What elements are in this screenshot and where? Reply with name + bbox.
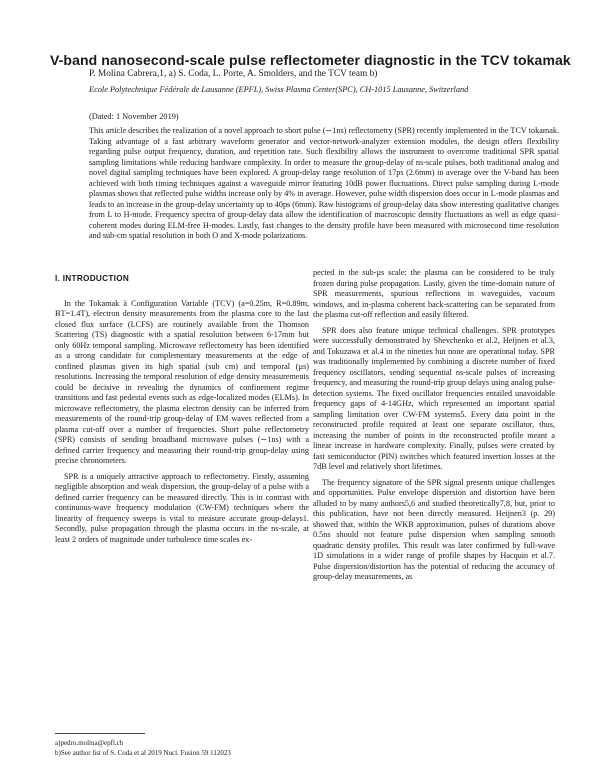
footnotes — [55, 738, 309, 758]
section-heading: I. INTRODUCTION — [55, 274, 130, 283]
author-list: P. Molina Cabrera,1, a) S. Coda, L. Porte, A. Smolders, and the TCV team b) — [89, 69, 378, 79]
footnote-email: a)pedro.molina@epfl.ch — [55, 739, 124, 747]
left-column — [55, 274, 309, 545]
affiliation: Ecole Polytechnique Fédérale de Lausanne (EPFL), Swiss Plasma Center(SPC), CH-1015 Lausanne, Switzerland — [89, 85, 469, 94]
paragraph: In the Tokamak à Configuration Variable (TCV) (a=0.25m, R=0.89m, BT=1.4T), electron density measurements from the plasma core to the last closed flux surface (LCFS) are routinely available from the Thomson Scattering (TS) diagnostic with a spatial resolution between 6-17mm but only 60Hz temporal sampling. Microwave reflectometry has been identified as a strong candidate for complementary measurements at the edge of confined plasmas given its high spatial (sub cm) and temporal (µs) resolutions. Increasing the temporal resolution of edge density measurements could be decisive in revealing the dynamics of confinement regime transitions and fast pedestal events such as edge-localized modes (ELMs). In microwave reflectometry, the plasma electron density can be inferred from measurements of the round-trip group-delay of EM waves reflected from a plasma cut-off over a number of frequencies. Short pulse reflectometry (SPR) consists of sending broadband microwave pulses (∼1ns) with a defined carrier frequency and measuring their round-trip group-delay using precise chronometers. — [55, 298, 309, 465]
paragraph: SPR is a uniquely attractive approach to reflectometry. Firstly, assuming negligible absorption and weak dispersion, the group-delay of a pulse with a defined carrier frequency can be measured directly. This is in contrast with continuous-wave frequency modulation (CW-FM) techniques where the linearity of frequency sweeps is vital to measure accurate group-delays1. Secondly, pulse propagation through the plasma occurs in the ns-scale, at least 2 orders of magnitude under turbulence time scales ex- — [55, 471, 309, 544]
footnote-rule — [55, 733, 145, 734]
paragraph: pected in the sub-µs scale: the plasma can be considered to be truly frozen during pulse propagation. Lastly, given the time-domain nature of SPR measurements, spurious reflections in waveguides, vacuum windows, and in-plasma coherent back-scattering can be separated from the plasma cut-off reflection and easily filtered. — [313, 268, 555, 319]
date-line: (Dated: 1 November 2019) — [89, 112, 179, 121]
abstract: This article describes the realization of a novel approach to short pulse (∼1ns) reflectometry (SPR) recently implemented in the TCV tokamak. Taking advantage of a fast arbitrary waveform generator and vector-network-analyzer extension modules, the design offers flexibility regarding pulse output frequency, duration, and repetition rate. Such flexibility allows the instrument to overcome traditional SPR spatial sampling limitations while reducing hardware complexity. In order to measure the group-delay of ns-scale pulses, both traditional analog and novel digital sampling techniques have been explored. A group-delay range resolution of 17ps (2.6mm) in average over the V-band has been achieved with both timing techniques against a waveguide mirror featuring 10dB power fluctuations. Direct pulse sampling during L-mode plasmas shows that reflected pulse widths increase only by 4% in average. However, pulse width dispersion does occur in L-mode plasmas and leads to an increase in the group-delay uncertainty up to 40ps (6mm). Raw histograms of group-delay data show interesting qualitative changes from L to H-mode. Frequency spectra of group-delay data allow the identification of macroscopic density fluctuations as well as edge quasi-coherent modes during ELM-free H-modes. Lastly, fast changes to the density profile have been measured with microsecond time resolution and sub-cm spatial resolution in both O and X-mode polarizations. — [89, 126, 559, 241]
right-column — [313, 268, 555, 583]
footnote-team: b)See author list of S. Coda et al 2019 Nucl. Fusion 59 112023 — [55, 749, 231, 757]
paragraph: The frequency signature of the SPR signal presents unique challenges and opportunities. Pulse envelope dispersion and distortion have been alluded to by many authors5,6 and studied theoretically7,8, but, prior to this publication, have not been directly measured. Heijnen3 (p. 29) showed that, within the WKB approximation, pulses of durations above 0.5ns should not feature pulse dispersion when sampling smooth quadratic density profiles. This result was later confirmed by full-wave 1D simulations in a wider range of profile shapes by Hacquin et al.7. Pulse dispersion/distortion has the potential of reducing the accuracy of group-delay measurements, as — [313, 477, 555, 581]
paper-title: V-band nanosecond-scale pulse reflectometer diagnostic in the TCV tokamak — [50, 52, 571, 68]
paragraph: SPR does also feature unique technical challenges. SPR prototypes were successfully demonstrated by Shevchenko et al.2, Heijnen et al.3, and Tokuzawa et al.4 in the nineties but none are operational today. SPR was traditionally implemented by combining a discrete number of fixed frequency oscillators, sending sequential ns-scale pulses of increasing frequency, and measuring the round-trip group delays using analog pulse-detection systems. The fixed oscillator frequencies entailed unavoidable frequency gaps of 4-14GHz, which represented an important spatial sampling limitation over CW-FM systems5. Every data point in the reconstructed profile required at least one separate oscillator, thus, increasing the number of points in the reconstructed profile meant a linear increase in hardware complexity. Finally, pulses were created by fast semiconductor (PIN) switches which featured insertion losses at the 7dB level and relatively short lifetimes. — [313, 325, 555, 471]
